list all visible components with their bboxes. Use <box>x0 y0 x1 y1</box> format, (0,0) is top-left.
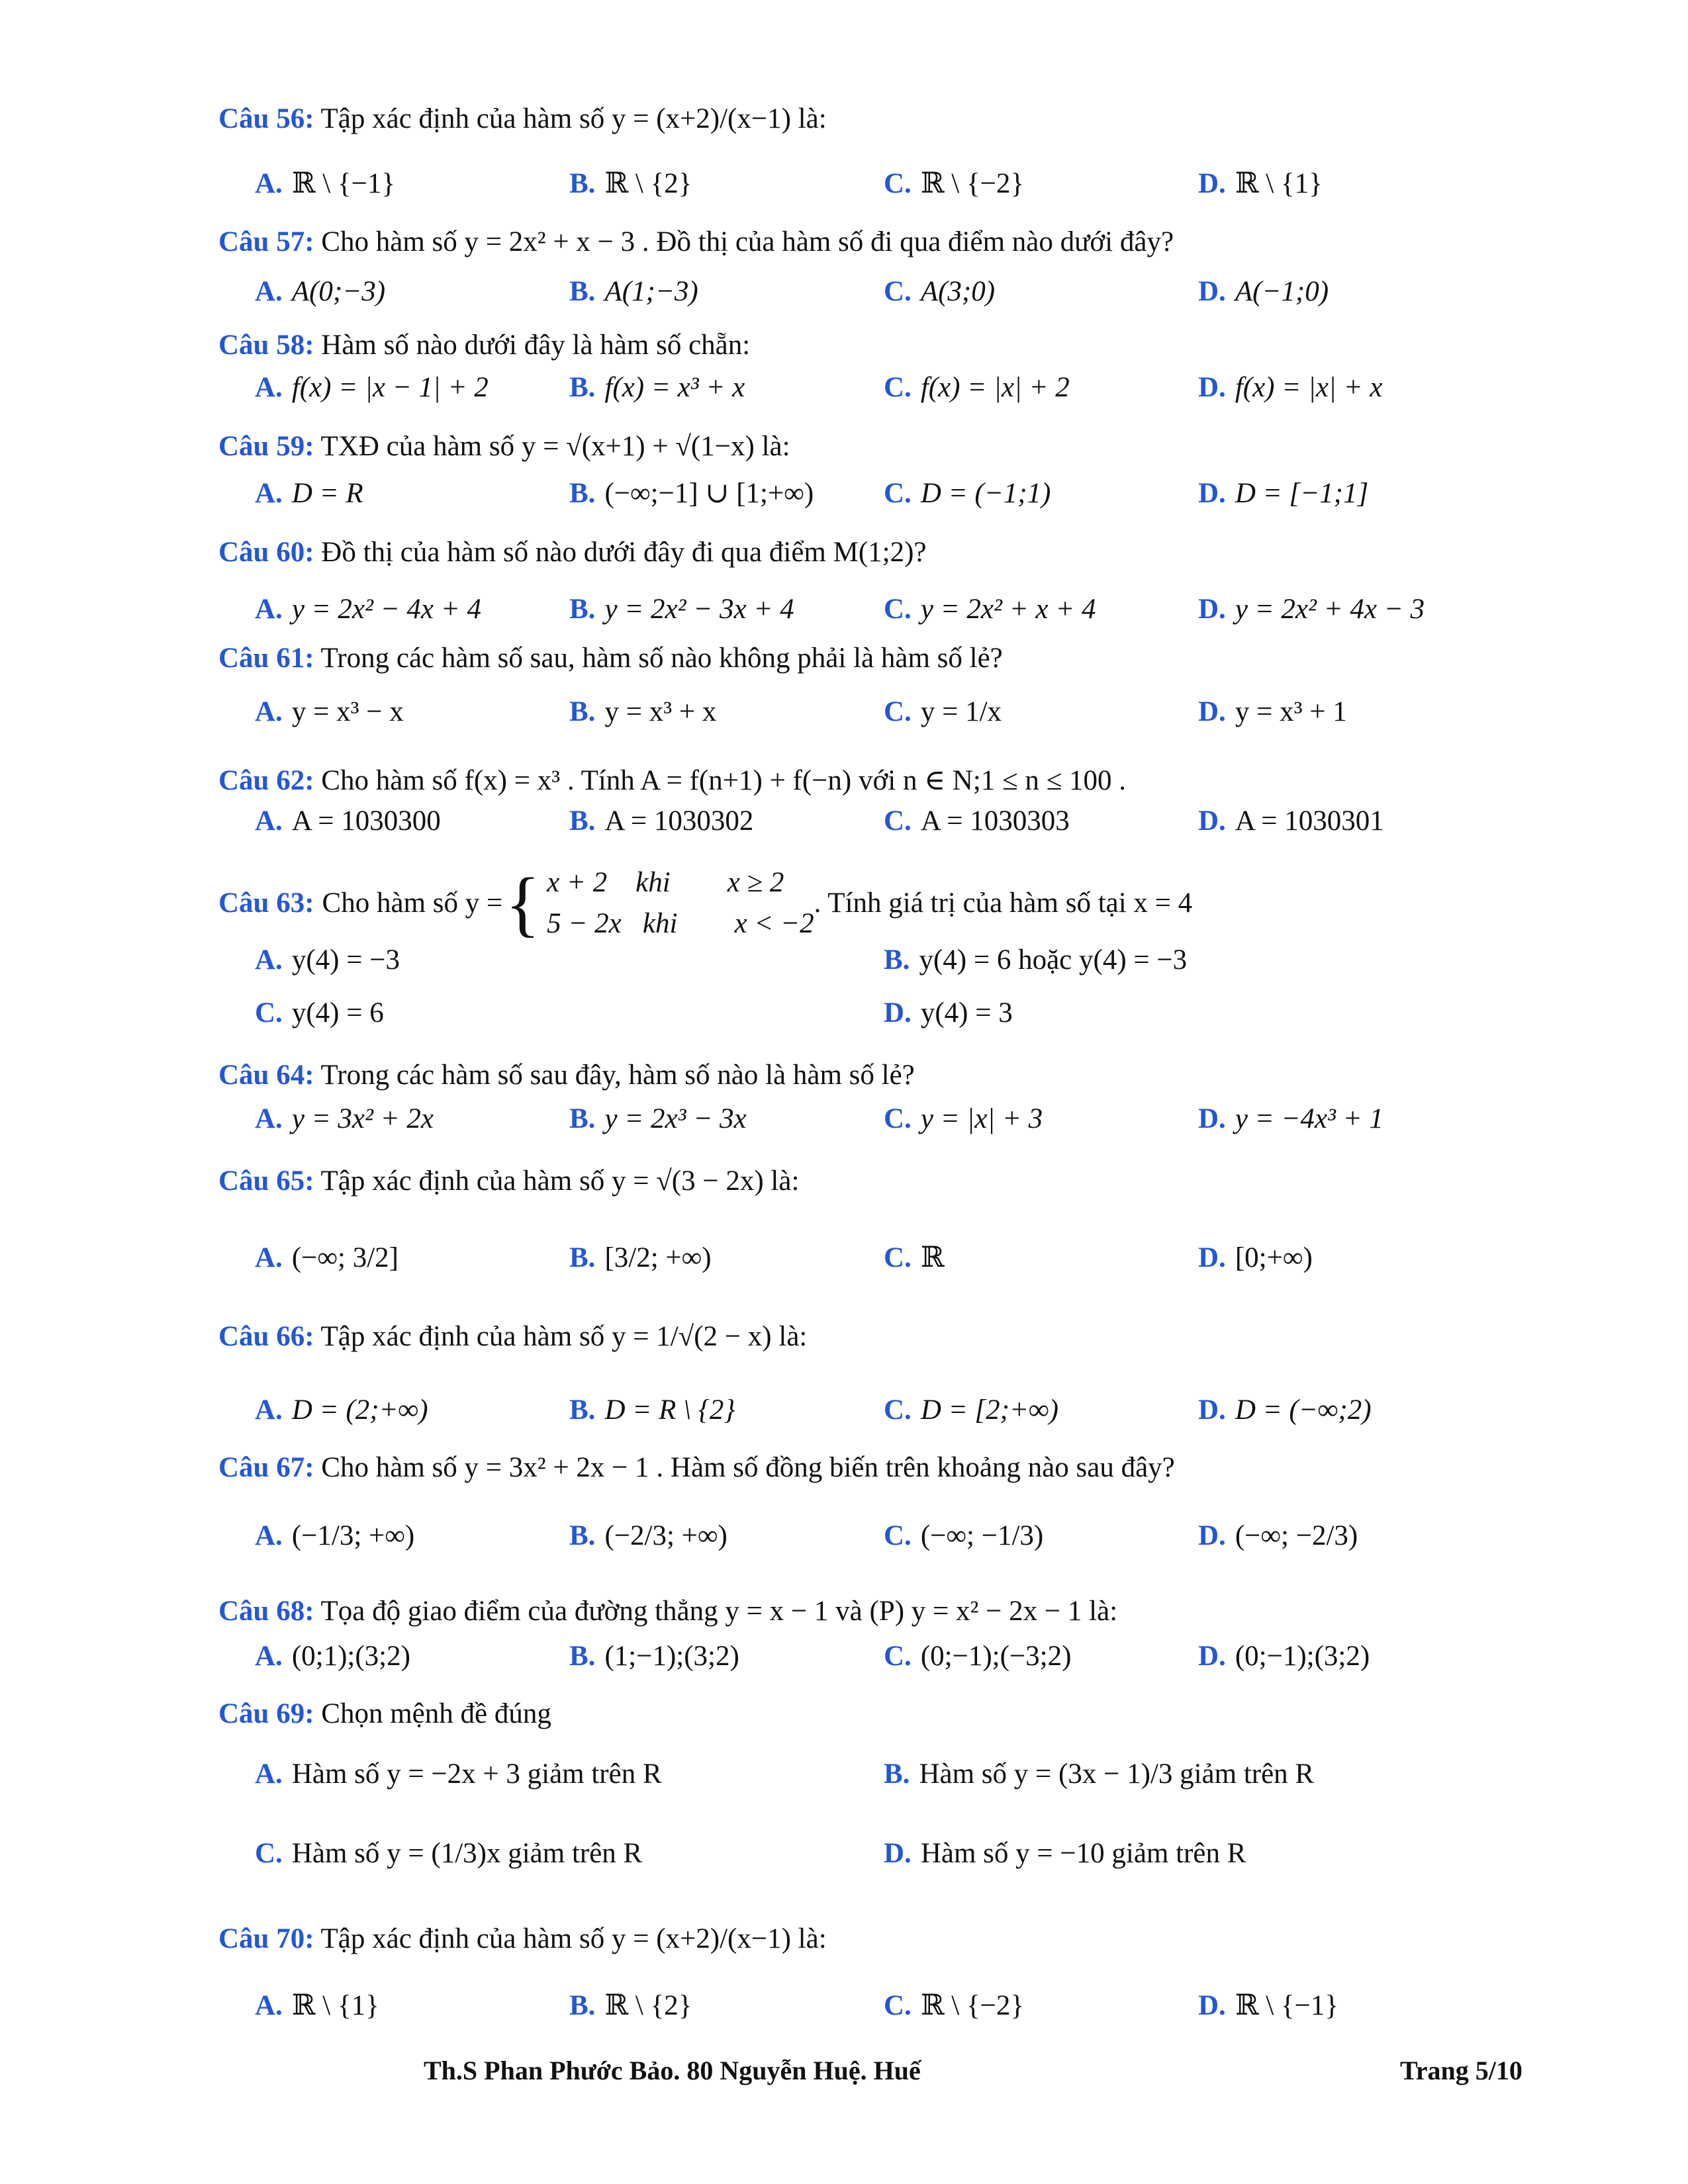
question-66 <box>218 1317 807 1357</box>
options-69a <box>255 1737 1579 1810</box>
option-a: A. A = 1030300 <box>255 805 441 837</box>
option-a: A. A(0;−3) <box>255 275 386 307</box>
options-59 <box>255 463 1579 523</box>
question-text: Chọn mệnh đề đúng <box>321 1698 551 1729</box>
question-text: Hàm số nào dưới đây là hàm số chẵn: <box>321 330 751 361</box>
option-a: A. Hàm số y = −2x + 3 giảm trên R <box>255 1758 662 1790</box>
question-label: Câu 70: <box>218 1923 314 1954</box>
options-63b <box>255 983 1579 1042</box>
option-d: D. A = 1030301 <box>1198 805 1384 837</box>
option-b: B. (1;−1);(3;2) <box>569 1640 739 1672</box>
question-text: Tập xác định của hàm số y = (x+2)/(x−1) là: <box>320 1923 827 1954</box>
option-c: C. ℝ <box>884 1242 945 1273</box>
option-a: A. D = R <box>255 477 363 509</box>
question-69 <box>218 1694 551 1734</box>
option-b: B. ℝ \ {2} <box>569 167 692 199</box>
option-a: A. ℝ \ {−1} <box>255 167 396 199</box>
option-b: B. [3/2; +∞) <box>569 1242 712 1273</box>
question-67 <box>218 1448 1175 1488</box>
case-1: x + 2 khi x ≥ 2 <box>547 867 784 898</box>
question-label: Câu 57: <box>218 226 314 257</box>
option-d: D. y = x³ + 1 <box>1198 696 1347 727</box>
option-d: D. y = 2x² + 4x − 3 <box>1198 593 1425 625</box>
options-61 <box>255 682 1579 741</box>
options-58 <box>255 357 1579 417</box>
question-label: Câu 65: <box>218 1165 314 1197</box>
option-c: C. y = 1/x <box>884 696 1002 727</box>
option-c: C. Hàm số y = (1/3)x giảm trên R <box>255 1837 643 1869</box>
left-brace: { <box>505 863 541 944</box>
option-a: A. (−∞; 3/2] <box>255 1242 399 1273</box>
question-57 <box>218 222 1174 262</box>
question-text: Cho hàm số y = 3x² + 2x − 1 . Hàm số đồng biến trên khoảng nào sau đây? <box>321 1452 1175 1483</box>
question-text-pre: Cho hàm số y = <box>322 887 503 919</box>
option-d: D. D = (−∞;2) <box>1198 1394 1372 1426</box>
options-70 <box>255 1976 1579 2035</box>
option-d: D. ℝ \ {1} <box>1198 167 1323 199</box>
option-b: B. A = 1030302 <box>569 805 754 837</box>
option-b: B. (−2/3; +∞) <box>569 1520 727 1551</box>
option-c: C. f(x) = |x| + 2 <box>884 371 1070 403</box>
option-a: A. (0;1);(3;2) <box>255 1640 410 1672</box>
option-d: D. (−∞; −2/3) <box>1198 1520 1358 1551</box>
option-b: B. y = 2x³ − 3x <box>569 1103 747 1134</box>
question-59 <box>218 427 790 467</box>
question-label: Câu 59: <box>218 431 314 462</box>
question-label: Câu 64: <box>218 1060 314 1091</box>
option-d: D. A(−1;0) <box>1198 275 1329 307</box>
question-text: Cho hàm số y = 2x² + x − 3 . Đồ thị của hàm số đi qua điểm nào dưới đây? <box>321 226 1174 257</box>
option-d: D. ℝ \ {−1} <box>1198 1989 1339 2021</box>
question-60 <box>218 533 927 572</box>
options-60 <box>255 579 1579 639</box>
option-b: B. (−∞;−1] ∪ [1;+∞) <box>569 477 814 509</box>
case-2: 5 − 2x khi x < −2 <box>547 908 814 939</box>
options-64 <box>255 1089 1579 1148</box>
question-70 <box>218 1919 827 1959</box>
option-a: A. f(x) = |x − 1| + 2 <box>255 371 489 403</box>
question-text: Trong các hàm số sau đây, hàm số nào là hàm số lẻ? <box>320 1060 915 1091</box>
question-label: Câu 61: <box>218 643 314 674</box>
option-a: A. y(4) = −3 <box>255 944 400 976</box>
option-c: C. y(4) = 6 <box>255 997 384 1028</box>
option-c: C. (0;−1);(−3;2) <box>884 1640 1072 1672</box>
question-text: Tập xác định của hàm số y = (x+2)/(x−1) là: <box>320 103 827 134</box>
option-b: B. f(x) = x³ + x <box>569 371 745 403</box>
question-56 <box>218 99 827 139</box>
question-label: Câu 63: <box>218 887 314 919</box>
question-text: Trong các hàm số sau, hàm số nào không phải là hàm số lẻ? <box>320 643 1003 674</box>
options-68 <box>255 1626 1579 1686</box>
option-c: C. A(3;0) <box>884 275 996 307</box>
question-text: Tập xác định của hàm số y = 1/√(2 − x) là: <box>320 1321 808 1352</box>
options-56 <box>255 154 1579 213</box>
option-b: B. ℝ \ {2} <box>569 1989 692 2021</box>
option-d: D. y(4) = 3 <box>884 997 1013 1028</box>
options-67 <box>255 1496 1579 1575</box>
question-65 <box>218 1161 799 1201</box>
option-c: C. D = [2;+∞) <box>884 1394 1058 1426</box>
question-text: Tập xác định của hàm số y = √(3 − 2x) là: <box>320 1165 800 1197</box>
question-label: Câu 66: <box>218 1321 314 1352</box>
question-label: Câu 58: <box>218 330 314 361</box>
question-label: Câu 56: <box>218 103 314 134</box>
footer-author: Th.S Phan Phước Bảo. 80 Nguyễn Huệ. Huế <box>424 2056 921 2085</box>
question-68 <box>218 1592 1117 1631</box>
option-c: C. y = |x| + 3 <box>884 1103 1043 1134</box>
options-63a <box>255 930 1579 989</box>
question-text: TXĐ của hàm số y = √(x+1) + √(1−x) là: <box>320 431 790 462</box>
question-61 <box>218 639 1003 678</box>
option-a: A. ℝ \ {1} <box>255 1989 379 2021</box>
options-66 <box>255 1380 1579 1439</box>
option-a: A. (−1/3; +∞) <box>255 1520 415 1551</box>
option-d: D. Hàm số y = −10 giảm trên R <box>884 1837 1246 1869</box>
option-a: A. y = 2x² − 4x + 4 <box>255 593 482 625</box>
question-text-post: . Tính giá trị của hàm số tại x = 4 <box>814 887 1193 919</box>
question-label: Câu 67: <box>218 1452 314 1483</box>
option-b: B. y(4) = 6 hoặc y(4) = −3 <box>884 944 1188 976</box>
question-text: Đồ thị của hàm số nào dưới đây đi qua điểm M(1;2)? <box>321 537 927 568</box>
option-b: B. Hàm số y = (3x − 1)/3 giảm trên R <box>884 1758 1315 1790</box>
question-label: Câu 60: <box>218 537 314 568</box>
question-label: Câu 62: <box>218 765 314 796</box>
option-b: B. A(1;−3) <box>569 275 698 307</box>
option-c: C. (−∞; −1/3) <box>884 1520 1044 1551</box>
option-a: A. y = 3x² + 2x <box>255 1103 434 1134</box>
option-c: C. y = 2x² + x + 4 <box>884 593 1096 625</box>
option-b: B. y = 2x² − 3x + 4 <box>569 593 794 625</box>
options-69b <box>255 1817 1579 1889</box>
option-a: A. y = x³ − x <box>255 696 404 727</box>
option-c: C. A = 1030303 <box>884 805 1070 837</box>
options-57 <box>255 261 1579 321</box>
option-d: D. (0;−1);(3;2) <box>1198 1640 1370 1672</box>
option-d: D. f(x) = |x| + x <box>1198 371 1383 403</box>
question-text: Tọa độ giao điểm của đường thẳng y = x − 1 và (P) y = x² − 2x − 1 là: <box>320 1596 1118 1627</box>
option-a: A. D = (2;+∞) <box>255 1394 428 1426</box>
options-65 <box>255 1218 1579 1297</box>
question-label: Câu 69: <box>218 1698 314 1729</box>
options-62 <box>255 791 1579 850</box>
question-text: Cho hàm số f(x) = x³ . Tính A = f(n+1) + f(−n) với n ∈ N;1 ≤ n ≤ 100 . <box>321 765 1126 796</box>
option-d: D. y = −4x³ + 1 <box>1198 1103 1383 1134</box>
option-b: B. D = R \ {2} <box>569 1394 735 1426</box>
option-d: D. D = [−1;1] <box>1198 477 1369 509</box>
option-d: D. [0;+∞) <box>1198 1242 1313 1273</box>
option-c: C. ℝ \ {−2} <box>884 1989 1025 2021</box>
option-c: C. D = (−1;1) <box>884 477 1051 509</box>
footer-page-number: Trang 5/10 <box>1400 2056 1523 2085</box>
option-c: C. ℝ \ {−2} <box>884 167 1025 199</box>
option-b: B. y = x³ + x <box>569 696 717 727</box>
question-label: Câu 68: <box>218 1596 314 1627</box>
